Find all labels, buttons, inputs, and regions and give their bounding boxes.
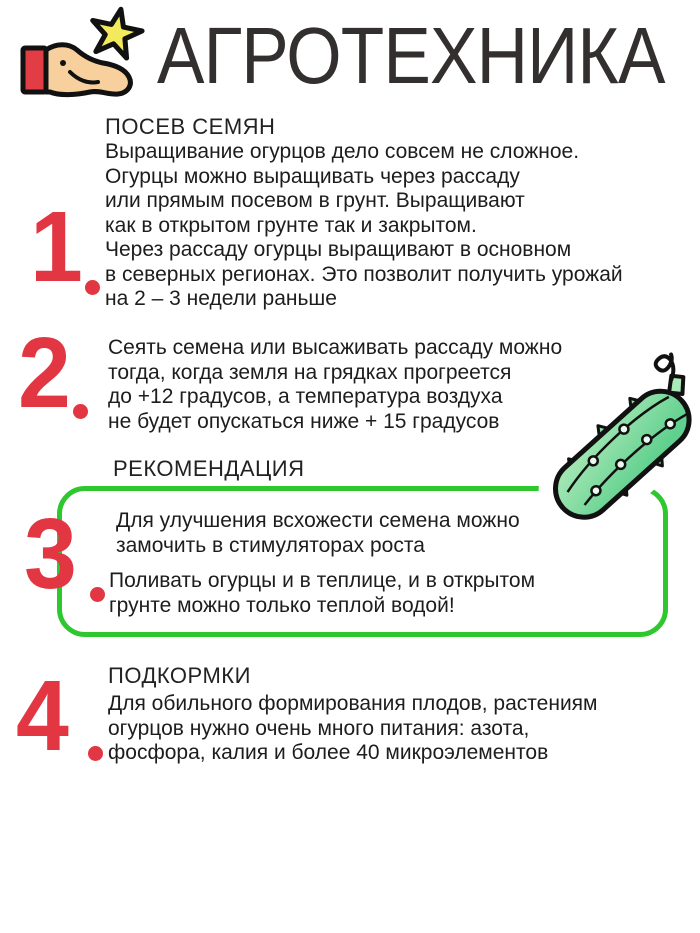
page-title: АГРОТЕХНИКА [157, 11, 665, 100]
text-line: Выращивание огурцов дело совсем не сложное. [105, 140, 580, 163]
recommendation-paragraph-2 [109, 569, 535, 618]
text-line: до +12 градусов, а температура воздуха [108, 385, 503, 408]
text-line: Огурцы можно выращивать через рассаду [105, 164, 520, 188]
text-line: не будет опускаться ниже + 15 градусов [108, 409, 500, 433]
text-line: на 2 – 3 недели раньше [105, 287, 337, 310]
section-3-number: 3 [24, 498, 77, 610]
section-4-paragraph [108, 692, 598, 766]
text-line: Через рассаду огурцы выращивают в основном [105, 238, 572, 261]
text-line: или прямым посевом в грунт. Выращивают [105, 189, 525, 212]
section-1-number-dot [85, 280, 100, 295]
text-line: Поливать огурцы и в теплице, и в открытом [109, 569, 536, 592]
recommendation-paragraph-1 [116, 509, 520, 558]
section-2-number-dot [73, 404, 88, 419]
section-1-paragraph [105, 140, 623, 312]
section-3-heading: РЕКОМЕНДАЦИЯ [113, 456, 305, 481]
text-line: в северных регионах. Это позволит получить урожай [105, 262, 623, 286]
section-2-paragraph [108, 336, 562, 434]
text-line: грунте можно только теплой водой! [109, 593, 455, 617]
text-line: огурцов нужно очень много питания: азота, [108, 716, 530, 740]
section-4-number-dot [88, 746, 103, 761]
text-line: Для улучшения всхожести семена можно [116, 509, 520, 532]
section-3-number-dot [90, 587, 105, 602]
text-line: Сеять семена или высаживать рассаду можно [108, 336, 563, 359]
section-4-number: 4 [16, 660, 69, 772]
text-line: Для обильного формирования плодов, растениям [108, 692, 598, 715]
section-4-heading: ПОДКОРМКИ [108, 663, 251, 688]
star-icon [87, 4, 146, 60]
section-2-number: 2 [18, 317, 71, 429]
hand-offering-star-icon [12, 6, 142, 111]
text-line: фосфора, калия и более 40 микроэлементов [108, 741, 549, 764]
section-1-heading: ПОСЕВ СЕМЯН [105, 114, 276, 139]
text-line: замочить в стимуляторах роста [116, 533, 425, 557]
cucumber-icon [550, 372, 700, 530]
section-1-number: 1 [30, 191, 83, 303]
text-line: как в открытом грунте так и закрытом. [105, 213, 477, 237]
text-line: тогда, когда земля на грядках прогреется [108, 360, 512, 384]
